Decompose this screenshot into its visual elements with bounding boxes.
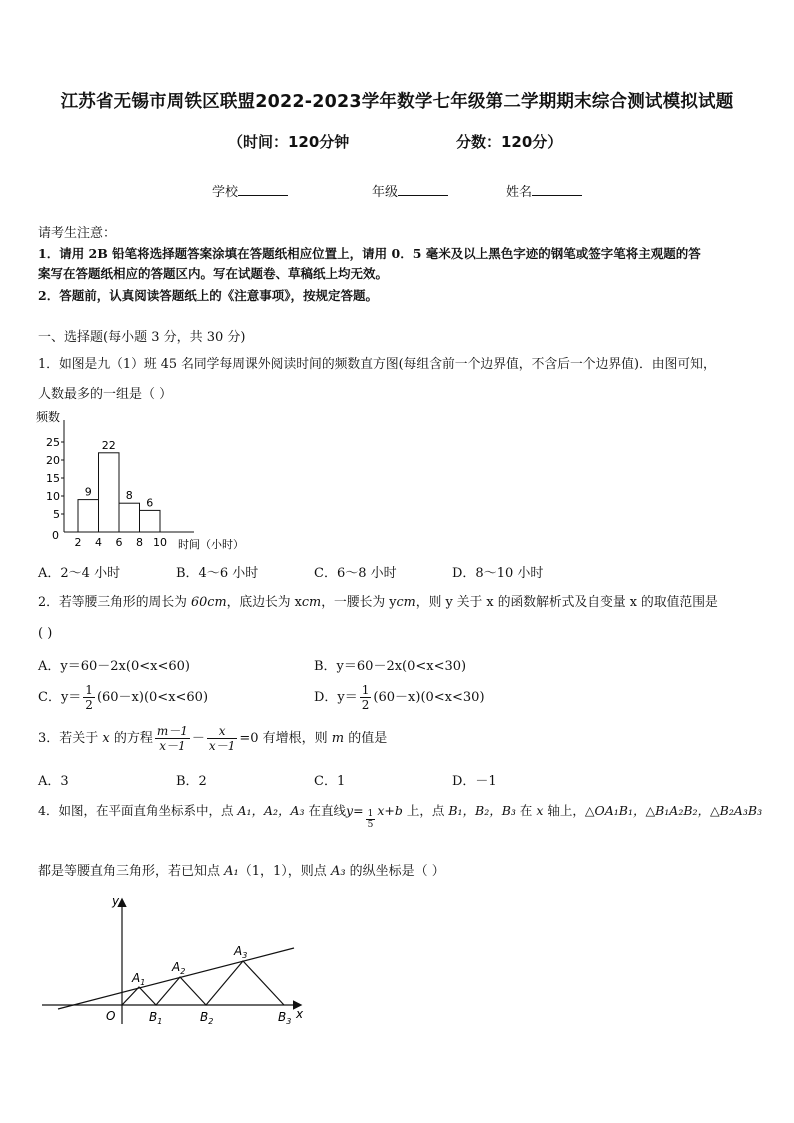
q3-text-mid: 的方程 [109, 731, 153, 746]
fraction-denominator: x－1 [159, 739, 186, 753]
histogram-chart [34, 406, 274, 554]
hist-bar [119, 503, 140, 532]
hist-y-tick-label: 5 [53, 508, 60, 521]
hist-bar-label: 8 [125, 489, 133, 503]
name-field [506, 181, 582, 200]
q4-point-a1: A₁ [224, 864, 239, 879]
label-a3 [233, 944, 247, 960]
q4-b-points: B₁，B₂，B₃ [448, 803, 516, 818]
fraction-denominator: 2 [85, 698, 93, 712]
hist-x-tick-label: 4 [95, 536, 102, 549]
fraction-numerator: x [207, 724, 237, 739]
hist-x-tick-label: 2 [74, 536, 82, 549]
time-label: （时间：120分钟 [228, 133, 350, 151]
label-a3-letter: A [234, 944, 243, 958]
hist-bar-label: 6 [146, 496, 154, 510]
q2-line2: ( ) [38, 626, 53, 641]
label-b2-sub: 2 [208, 1017, 214, 1026]
label-b1 [149, 1010, 162, 1026]
origin-label: O [106, 1009, 116, 1023]
q3-option-c: C．1 [314, 774, 346, 789]
q4-line-y: y= [346, 803, 364, 818]
label-a1 [131, 971, 145, 987]
q4-a-points: A₁，A₂，A₃ [237, 803, 305, 818]
hist-bar [99, 453, 120, 532]
q4-line2 [38, 861, 445, 882]
q2-option-c-suffix: (60－x)(0<x<60) [96, 690, 209, 705]
label-b2 [200, 1010, 213, 1026]
label-b3-letter: B [278, 1010, 287, 1024]
q2-text-f: ，一腰长为 y [321, 595, 397, 610]
exam-title: 江苏省无锡市周铁区联盟2022-2023学年数学七年级第二学期期末综合测试模拟试题 [60, 92, 734, 112]
q1-line1: 1．如图是九（1）班 45 名同学每周课外阅读时间的频数直方图(每组含前一个边界值，不含后一个边界值)．由图可知， [38, 357, 716, 372]
q4-point-a3: A₃ [330, 864, 346, 879]
fraction-numerator: m－1 [156, 724, 188, 738]
q3-stem [38, 724, 387, 753]
q4-line2-pre: 都是等腰直角三角形，若已知点 [38, 864, 225, 879]
school-blank [238, 183, 288, 196]
histogram-plot [36, 409, 244, 551]
q4-triangles: △OA₁B₁，△B₁A₂B₂，△B₂A₃B₃ [584, 803, 763, 818]
triangle-chain [122, 961, 284, 1005]
q2-option-d-fraction [360, 683, 372, 712]
notice-item1-line1: 1．请用 2B 铅笔将选择题答案涂填在答题纸相应位置上，请用 0．5 毫米及以上黑色字迹的钢笔或签字笔将主观题的答 [38, 246, 701, 261]
notice-item1-line2: 案写在答题纸相应的答题区内。写在试题卷、草稿纸上均无效。 [38, 266, 389, 281]
label-a3-sub: 3 [242, 951, 248, 960]
q2-text-a: 2．若等腰三角形的周长为 [38, 595, 191, 610]
q3-minus: － [191, 731, 205, 746]
x-axis-label: x [296, 1007, 304, 1021]
label-b3-sub: 3 [286, 1017, 292, 1026]
q4-text-mid4: 轴上， [543, 803, 585, 818]
hist-y-tick-label: 20 [46, 454, 60, 467]
label-b1-letter: B [149, 1010, 158, 1024]
name-label: 姓名 [506, 185, 533, 200]
q3-var-x: x [102, 731, 110, 746]
name-blank [532, 183, 582, 196]
q3-fraction-2 [207, 724, 237, 753]
label-a2-sub: 2 [180, 967, 186, 976]
q2-option-d-suffix: (60－x)(0<x<30) [373, 690, 485, 705]
q3-text-pre: 3．若关于 [38, 731, 103, 746]
hist-bar [78, 500, 99, 532]
q3-text-end: 的值是 [344, 731, 388, 746]
label-b2-letter: B [200, 1010, 209, 1024]
hist-y-tick-label: 25 [46, 436, 60, 449]
fraction-numerator: 1 [85, 683, 93, 697]
hist-origin-label: 0 [52, 529, 59, 542]
q2-option-c-prefix: C．y＝ [38, 690, 82, 705]
label-b1-sub: 1 [157, 1017, 163, 1026]
q2-option-d [314, 683, 485, 712]
q2-option-d-prefix: D．y＝ [314, 690, 358, 705]
q4-text-mid1: 在直线 [304, 803, 347, 818]
q3-fraction-1 [155, 724, 190, 753]
grade-label: 年级 [372, 185, 399, 200]
hist-x-tick-label: 6 [115, 536, 123, 549]
hist-bar-label: 22 [101, 438, 116, 452]
grade-field [372, 181, 448, 200]
q1-line2: 人数最多的一组是（ ） [38, 387, 173, 402]
q4-line-coefficient [366, 809, 376, 830]
coordinate-figure [38, 894, 318, 1032]
school-label: 学校 [212, 185, 239, 200]
q4-text-pre: 4．如图，在平面直角坐标系中，点 [38, 803, 238, 818]
q2-perimeter: 60 [190, 595, 208, 610]
q2-text-h: ，则 y 关于 x 的函数解析式及自变量 x 的取值范围是 [415, 595, 718, 610]
q3-option-b: B．2 [176, 774, 207, 789]
q1-option-d: D．8～10 小时 [452, 566, 544, 581]
score-label: 分数：120分） [456, 133, 563, 151]
hist-y-tick-label: 15 [46, 472, 60, 485]
q3-option-d: D．－1 [452, 774, 497, 789]
q3-var-m: m [331, 731, 345, 746]
q2-unit-1: cm [207, 595, 227, 610]
label-a1-letter: A [132, 971, 141, 985]
fraction-numerator: 1 [367, 809, 374, 819]
fraction-numerator: 1 [361, 683, 370, 697]
q2-option-c-fraction [83, 683, 95, 712]
fraction-denominator: 5 [367, 820, 374, 830]
y-axis-label: y [112, 894, 120, 908]
hist-bar-label: 9 [84, 485, 92, 499]
q4-line-rest: x+b [377, 803, 403, 818]
q3-text-post: =0 有增根，则 [239, 731, 332, 746]
notice-item2: 2．答题前，认真阅读答题纸上的《注意事项》，按规定答题。 [38, 288, 378, 303]
school-field [212, 181, 288, 200]
q2-unit-2: cm [301, 595, 322, 610]
label-b3 [278, 1010, 291, 1026]
q2-option-b: B．y＝60－2x(0<x<30) [314, 659, 467, 674]
q1-option-b: B．4～6 小时 [176, 566, 259, 581]
hist-y-label: 频数 [36, 410, 61, 424]
q2-option-c [38, 683, 208, 712]
label-a1-sub: 1 [140, 978, 146, 987]
q3-option-a: A．3 [38, 774, 69, 789]
grade-blank [398, 183, 448, 196]
fraction-denominator: x－1 [208, 739, 236, 753]
q4-x-axis: x [536, 803, 544, 818]
q4-text-mid2: 上，点 [402, 803, 449, 818]
q2-text-d: ，底边长为 x [226, 595, 302, 610]
hist-bar [140, 510, 161, 532]
hist-x-label: 时间（小时） [178, 538, 244, 551]
hist-y-tick-label: 10 [46, 490, 60, 503]
q4-line2-end: 的纵坐标是（ ） [345, 864, 445, 879]
section-heading: 一、选择题(每小题 3 分，共 30 分) [38, 330, 246, 345]
q2-unit-3: cm [396, 595, 416, 610]
q1-option-c: C．6～8 小时 [314, 566, 397, 581]
q1-option-a: A．2～4 小时 [38, 566, 121, 581]
q2-line1 [38, 592, 718, 613]
q4-line1 [38, 800, 762, 830]
fraction-denominator: 2 [361, 698, 370, 712]
hist-x-tick-label: 8 [136, 536, 143, 549]
hist-x-tick-label: 10 [153, 536, 167, 549]
q4-text-mid3: 在 [515, 803, 537, 818]
label-a2 [171, 960, 185, 976]
q4-line2-mid: （1，1），则点 [238, 864, 331, 879]
q2-option-a: A．y＝60－2x(0<x<60) [38, 659, 190, 674]
notice-heading: 请考生注意： [38, 226, 117, 241]
label-a2-letter: A [172, 960, 181, 974]
